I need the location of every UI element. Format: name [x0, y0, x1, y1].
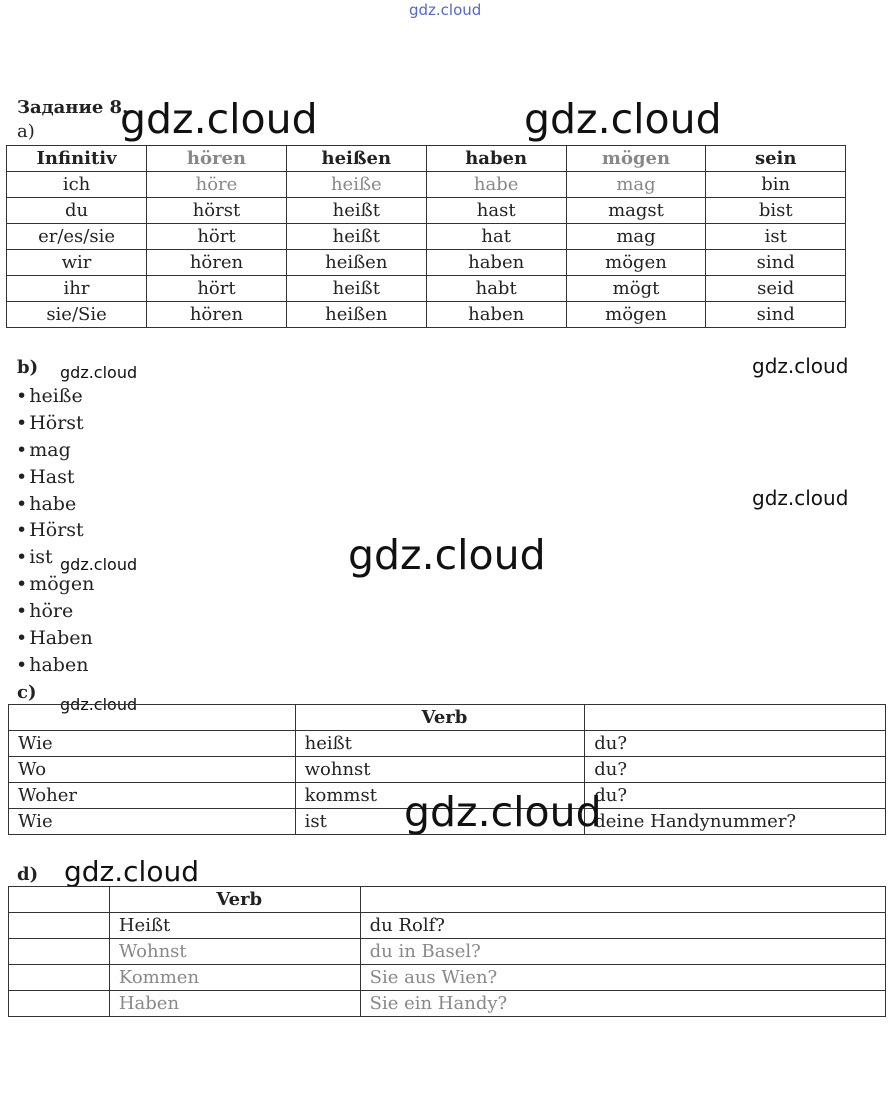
table-cell: heißt	[286, 276, 426, 302]
table-cell: bist	[706, 198, 846, 224]
section-d-label: d)	[17, 864, 39, 885]
table-cell: Woher	[9, 783, 296, 809]
header-cell: Infinitiv	[7, 146, 147, 172]
watermark: gdz.cloud	[348, 531, 546, 579]
list-item: • haben	[16, 652, 94, 679]
table-cell: sind	[706, 250, 846, 276]
table-cell: mögen	[566, 250, 706, 276]
watermark: gdz.cloud	[404, 788, 602, 836]
table-cell: heiße	[286, 172, 426, 198]
table-row	[7, 172, 846, 198]
table-cell	[9, 991, 110, 1017]
table-cell: Wohnst	[109, 939, 360, 965]
table-cell: ist	[706, 224, 846, 250]
header-cell: haben	[426, 146, 566, 172]
table-cell: haben	[426, 302, 566, 328]
watermark: gdz.cloud	[64, 855, 199, 888]
header-cell: sein	[706, 146, 846, 172]
table-cell: mag	[566, 224, 706, 250]
table-cell: heißt	[286, 198, 426, 224]
task-heading: Задание 8.	[17, 97, 129, 118]
table-row	[9, 731, 886, 757]
table-cell: wohnst	[295, 757, 585, 783]
table-cell: Haben	[109, 991, 360, 1017]
section-b-label: b)	[17, 357, 39, 378]
table-cell: habe	[426, 172, 566, 198]
table-row	[7, 250, 846, 276]
table-cell: heißt	[286, 224, 426, 250]
question-table-d	[8, 886, 886, 1017]
header-cell: heißen	[286, 146, 426, 172]
table-cell: seid	[706, 276, 846, 302]
table-cell: kommst	[295, 783, 585, 809]
header-cell: hören	[147, 146, 287, 172]
table-cell: habt	[426, 276, 566, 302]
table-cell: ist	[295, 809, 585, 835]
table-cell: du?	[585, 783, 886, 809]
list-item: • Hörst	[16, 517, 94, 544]
table-row	[7, 198, 846, 224]
table-cell: mögt	[566, 276, 706, 302]
table-cell: bin	[706, 172, 846, 198]
table-cell: haben	[426, 250, 566, 276]
table-cell: heißt	[295, 731, 585, 757]
list-item: • Haben	[16, 625, 94, 652]
table-header-row	[9, 887, 886, 913]
table-row	[7, 224, 846, 250]
table-cell: Kommen	[109, 965, 360, 991]
table-cell: du	[7, 198, 147, 224]
table-cell: magst	[566, 198, 706, 224]
header-cell	[9, 705, 296, 731]
list-item: • Hast	[16, 464, 94, 491]
watermark: gdz.cloud	[60, 695, 138, 714]
watermark: gdz.cloud	[120, 95, 318, 143]
list-item: • mögen	[16, 571, 94, 598]
table-cell: du Rolf?	[360, 913, 885, 939]
table-cell: heißen	[286, 250, 426, 276]
table-cell: Sie aus Wien?	[360, 965, 885, 991]
section-a-label: a)	[17, 121, 35, 142]
table-row	[7, 276, 846, 302]
table-cell: Wie	[9, 809, 296, 835]
table-cell: höre	[147, 172, 287, 198]
watermark: gdz.cloud	[752, 354, 849, 378]
header-cell	[360, 887, 885, 913]
table-cell: du?	[585, 731, 886, 757]
table-cell	[9, 939, 110, 965]
table-cell: er/es/sie	[7, 224, 147, 250]
header-cell: Verb	[295, 705, 585, 731]
table-cell: hören	[147, 302, 287, 328]
table-row	[9, 991, 886, 1017]
table-row	[9, 939, 886, 965]
table-cell: hört	[147, 224, 287, 250]
list-item: • mag	[16, 437, 94, 464]
table-header-row	[7, 146, 846, 172]
watermark: gdz.cloud	[752, 486, 849, 510]
table-cell: Heißt	[109, 913, 360, 939]
table-cell: Wo	[9, 757, 296, 783]
list-item: • Hörst	[16, 410, 94, 437]
table-cell: heißen	[286, 302, 426, 328]
header-cell	[585, 705, 886, 731]
table-cell: hat	[426, 224, 566, 250]
table-cell: sind	[706, 302, 846, 328]
table-cell: hört	[147, 276, 287, 302]
table-cell: sie/Sie	[7, 302, 147, 328]
list-item: • höre	[16, 598, 94, 625]
section-c-label: c)	[17, 682, 37, 703]
table-cell	[9, 913, 110, 939]
list-item: • habe	[16, 491, 94, 518]
watermark: gdz.cloud	[60, 555, 138, 574]
table-cell: wir	[7, 250, 147, 276]
answer-list	[16, 383, 94, 679]
watermark: gdz.cloud	[60, 363, 138, 382]
table-cell: hören	[147, 250, 287, 276]
table-cell: mag	[566, 172, 706, 198]
table-cell: du in Basel?	[360, 939, 885, 965]
table-cell: Sie ein Handy?	[360, 991, 885, 1017]
table-cell: hörst	[147, 198, 287, 224]
table-cell: Wie	[9, 731, 296, 757]
table-row	[9, 757, 886, 783]
table-row	[9, 965, 886, 991]
watermark: gdz.cloud	[524, 95, 722, 143]
header-cell	[9, 887, 110, 913]
header-cell: Verb	[109, 887, 360, 913]
list-item: • heiße	[16, 383, 94, 410]
table-cell: mögen	[566, 302, 706, 328]
table-header-row	[9, 705, 886, 731]
table-cell: deine Handynummer?	[585, 809, 886, 835]
table-row	[7, 302, 846, 328]
table-row	[9, 913, 886, 939]
verb-conjugation-table	[6, 145, 846, 328]
table-cell: hast	[426, 198, 566, 224]
watermark-top: gdz.cloud	[409, 1, 482, 19]
table-cell	[9, 965, 110, 991]
header-cell: mögen	[566, 146, 706, 172]
table-cell: ich	[7, 172, 147, 198]
table-cell: du?	[585, 757, 886, 783]
table-cell: ihr	[7, 276, 147, 302]
list-item: • ist	[16, 544, 94, 571]
